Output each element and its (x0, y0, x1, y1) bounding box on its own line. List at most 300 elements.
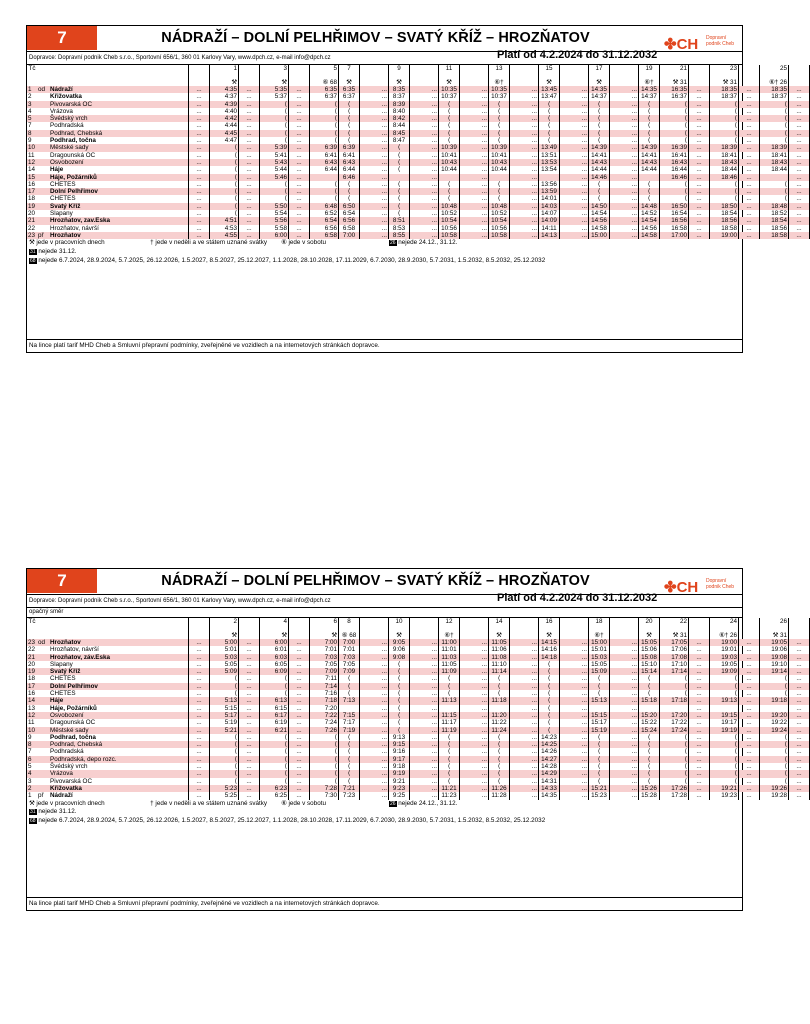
departure-time: ⟨ (310, 756, 339, 763)
trip-mark (610, 79, 639, 86)
departure-time: ... (460, 712, 489, 719)
stop-name: Osvobození (49, 159, 189, 166)
departure-time: ... (239, 668, 260, 675)
stop-zone: 4 (27, 770, 37, 777)
departure-time: ... (189, 195, 210, 202)
departure-time: 8:42 (389, 115, 410, 122)
departure-time: 19:21 (710, 785, 739, 792)
departure-time: 5:58 (260, 225, 289, 232)
departure-time: 5:44 (260, 166, 289, 173)
departure-time: ... (689, 188, 710, 195)
departure-time: 18:44 (710, 166, 739, 173)
departure-time: ... (689, 203, 710, 210)
departure-time (489, 705, 510, 712)
departure-time: ... (189, 639, 210, 646)
departure-time: 11:23 (439, 792, 460, 799)
departure-time: 19:17 (710, 719, 739, 726)
departure-time: ... (510, 770, 539, 777)
departure-time: ... (360, 661, 389, 668)
departure-time: 14:39 (589, 144, 610, 151)
table-row (27, 108, 810, 115)
departure-time: 7:21 (339, 785, 360, 792)
stop-dir (37, 705, 49, 712)
departure-time: ⟨ (760, 778, 789, 785)
departure-time: ... (510, 144, 539, 151)
departure-time: ... (460, 166, 489, 173)
departure-time: ... (789, 770, 810, 777)
departure-time: ... (460, 181, 489, 188)
departure-time: ... (739, 719, 760, 726)
departure-time: ⟨ (489, 778, 510, 785)
departure-time: ... (410, 115, 439, 122)
stop-dir (37, 225, 49, 232)
departure-time: 18:43 (710, 159, 739, 166)
departure-time: 19:22 (760, 719, 789, 726)
spacer (37, 625, 49, 632)
departure-time: ... (460, 763, 489, 770)
departure-time: ⟨ (210, 734, 239, 741)
stop-dir (37, 152, 49, 159)
departure-time: ⟨ (310, 770, 339, 777)
stop-name: Háje (49, 697, 189, 704)
trip-number (689, 65, 710, 72)
departure-time: ... (460, 639, 489, 646)
departure-time: ⟨ (339, 101, 360, 108)
departure-time: 6:54 (310, 217, 339, 224)
departure-time: 17:08 (660, 654, 689, 661)
departure-time: ... (510, 181, 539, 188)
departure-time: 10:43 (489, 159, 510, 166)
stop-zone: 23 (28, 231, 36, 239)
departure-time: 17:28 (660, 792, 689, 799)
departure-time: ... (689, 792, 710, 799)
departure-time: ... (360, 683, 389, 690)
departure-time: ... (289, 675, 310, 682)
departure-time: ⟨ (760, 122, 789, 129)
departure-time: ... (289, 646, 310, 653)
departure-time: ... (510, 159, 539, 166)
trip-mark: ⚒ 31 (710, 79, 739, 86)
departure-time: ... (560, 86, 589, 93)
departure-time: ⟨ (710, 130, 739, 137)
departure-time: 9:06 (389, 646, 410, 653)
departure-time: ... (289, 690, 310, 697)
departure-time: ⟨ (589, 122, 610, 129)
spacer (389, 72, 410, 79)
departure-time: ... (510, 195, 539, 202)
departure-time: ... (460, 668, 489, 675)
departure-time: 4:53 (210, 225, 239, 232)
departure-time: 14:58 (589, 225, 610, 232)
stop-zone: 22 (28, 224, 36, 232)
departure-time: 6:44 (339, 166, 360, 173)
departure-time: ... (789, 232, 810, 239)
departure-time: ... (610, 734, 639, 741)
stop-name: CHETES (49, 675, 189, 682)
table-row (27, 174, 810, 181)
departure-time: ⟨ (539, 137, 560, 144)
stop-zone: 18 (28, 675, 36, 683)
spacer (239, 625, 260, 632)
stop-dir (37, 101, 49, 108)
departure-time: 15:15 (589, 712, 610, 719)
departure-time: ⟨ (210, 203, 239, 210)
trip-mark (289, 632, 310, 639)
departure-time: ... (189, 748, 210, 755)
departure-time: ⟨ (760, 181, 789, 188)
departure-time: 11:21 (439, 785, 460, 792)
departure-time: 11:15 (439, 712, 460, 719)
departure-time: 19:09 (710, 668, 739, 675)
departure-time: 8:53 (389, 225, 410, 232)
departure-time: ⟨ (389, 661, 410, 668)
departure-time: ... (289, 152, 310, 159)
spacer (739, 625, 760, 632)
table-row (27, 705, 810, 712)
departure-time: ... (689, 661, 710, 668)
departure-time: 19:20 (760, 712, 789, 719)
departure-time: ... (689, 785, 710, 792)
departure-time: 5:54 (260, 210, 289, 217)
departure-time: ... (510, 203, 539, 210)
departure-time: ... (360, 86, 389, 93)
departure-time: ... (360, 719, 389, 726)
departure-time: ⟨ (589, 188, 610, 195)
badge-68: 68 (30, 818, 36, 825)
departure-time: ... (610, 697, 639, 704)
stop-name: Vrázova (49, 770, 189, 777)
departure-time: ... (510, 778, 539, 785)
departure-time: 10:37 (439, 93, 460, 100)
departure-time: ... (460, 232, 489, 239)
departure-time: ... (560, 748, 589, 755)
departure-time: ... (239, 770, 260, 777)
departure-time: ... (410, 188, 439, 195)
departure-time: ... (689, 712, 710, 719)
spacer (539, 72, 560, 79)
logo-subtitle: Dopravní podnik Cheb (706, 578, 735, 590)
departure-time: ⟨ (660, 683, 689, 690)
stop-dir (37, 734, 49, 741)
departure-time: ... (560, 232, 589, 239)
departure-time: ... (410, 93, 439, 100)
departure-time: 18:43 (760, 159, 789, 166)
departure-time: 6:25 (260, 792, 289, 799)
trip-number (410, 65, 439, 72)
departure-time: ⟨ (210, 683, 239, 690)
departure-time: ⟨ (489, 188, 510, 195)
departure-time: ... (289, 741, 310, 748)
departure-time: 6:56 (339, 217, 360, 224)
spacer (560, 625, 589, 632)
departure-time: ... (610, 188, 639, 195)
departure-time: ... (510, 130, 539, 137)
departure-time: 6:58 (310, 232, 339, 239)
stop-zone: 2 (27, 785, 37, 792)
departure-time: 13:59 (539, 188, 560, 195)
departure-time: ... (239, 217, 260, 224)
spacer (239, 72, 260, 79)
departure-time: 18:44 (760, 166, 789, 173)
departure-time: ... (610, 778, 639, 785)
departure-time: 10:48 (489, 203, 510, 210)
stop-dir (37, 690, 49, 697)
departure-time: ⟨ (660, 181, 689, 188)
departure-time: 14:09 (539, 217, 560, 224)
departure-time: ... (360, 763, 389, 770)
departure-time: ... (789, 727, 810, 734)
departure-time: 6:46 (339, 174, 360, 181)
departure-time: 6:21 (260, 727, 289, 734)
departure-time: ⟨ (660, 690, 689, 697)
departure-time: 14:35 (639, 86, 660, 93)
departure-time: ... (610, 792, 639, 799)
stop-zone: 5 (27, 115, 37, 122)
departure-time: 5:50 (260, 203, 289, 210)
trip-mark: ⚒ 31 (660, 632, 689, 639)
departure-time: 18:37 (710, 93, 739, 100)
departure-time: ... (789, 683, 810, 690)
departure-time: 15:06 (639, 646, 660, 653)
departure-time: 5:46 (260, 174, 289, 181)
departure-time: 14:43 (589, 159, 610, 166)
spacer-row (27, 625, 810, 632)
trip-mark (410, 632, 439, 639)
departure-time: 7:16 (310, 690, 339, 697)
trip-mark (510, 632, 539, 639)
departure-time: ⟨ (660, 195, 689, 202)
departure-time: ... (789, 734, 810, 741)
departure-time: ... (739, 203, 760, 210)
stop-zone: 23 (28, 639, 36, 646)
departure-time: ⟨ (660, 741, 689, 748)
departure-time: ⟨ (210, 763, 239, 770)
stop-zone: 22 (28, 646, 36, 654)
departure-time: 6:19 (260, 719, 289, 726)
departure-time (589, 705, 610, 712)
departure-time: ⟨ (210, 159, 239, 166)
trip-number (289, 65, 310, 72)
departure-time: ⟨ (589, 690, 610, 697)
departure-time: ... (689, 675, 710, 682)
table-row (27, 770, 810, 777)
departure-time: ... (410, 683, 439, 690)
departure-time: ⟨ (439, 690, 460, 697)
stop-name: Křižovatka (49, 93, 189, 100)
departure-time: ⟨ (439, 770, 460, 777)
route-title: NÁDRAŽÍ – DOLNÍ PELHŘIMOV – SVATÝ KŘÍŽ – HROZŇATOV (161, 30, 590, 46)
spacer (260, 72, 289, 79)
departure-time: ... (689, 122, 710, 129)
departure-time: ⟨ (710, 683, 739, 690)
departure-time: ... (510, 108, 539, 115)
trip-number (239, 618, 260, 625)
departure-time: ... (560, 741, 589, 748)
departure-time: ... (239, 734, 260, 741)
departure-time: ... (410, 217, 439, 224)
departure-time: 19:24 (760, 727, 789, 734)
departure-time: 18:56 (760, 225, 789, 232)
departure-time: ... (739, 217, 760, 224)
departure-time: ⟨ (760, 675, 789, 682)
departure-time: ⟨ (210, 166, 239, 173)
stop-dir (37, 661, 49, 668)
departure-time: ⟨ (439, 188, 460, 195)
departure-time: ⟨ (339, 748, 360, 755)
departure-time: 10:39 (439, 144, 460, 151)
trip-mark (410, 79, 439, 86)
departure-time: ... (289, 174, 310, 181)
trip-number: 15 (539, 65, 560, 72)
departure-time: 14:37 (589, 93, 610, 100)
departure-time: ... (510, 654, 539, 661)
departure-time: ... (239, 86, 260, 93)
departure-time: 11:01 (439, 646, 460, 653)
stop-dir (37, 174, 49, 181)
departure-time (439, 705, 460, 712)
trip-marks-row (27, 632, 810, 639)
stop-zone: 10 (28, 726, 36, 734)
departure-time: 16:35 (660, 86, 689, 93)
trip-number: 23 (710, 65, 739, 72)
trip-mark (689, 632, 710, 639)
trip-number: 8 (339, 618, 360, 625)
departure-time: ⟨ (389, 690, 410, 697)
trip-mark: ⚒ (539, 632, 560, 639)
departure-time: ... (360, 697, 389, 704)
departure-time: 6:48 (310, 203, 339, 210)
stop-name: Svatý Kříž (49, 203, 189, 210)
departure-time: ⟨ (489, 108, 510, 115)
departure-time: ... (739, 741, 760, 748)
departure-time: ... (510, 152, 539, 159)
departure-time: ... (510, 115, 539, 122)
notes (27, 239, 742, 265)
stop-zone: 4 (28, 107, 32, 115)
trip-number (410, 618, 439, 625)
departure-time: ... (560, 144, 589, 151)
departure-time: ... (289, 770, 310, 777)
departure-time: ⟨ (439, 122, 460, 129)
departure-time: 10:41 (489, 152, 510, 159)
stop-zone: 10 (28, 144, 36, 152)
departure-time: ⟨ (489, 181, 510, 188)
departure-time: ... (189, 697, 210, 704)
departure-time: ⟨ (210, 778, 239, 785)
departure-time: ... (510, 683, 539, 690)
departure-time: ⟨ (439, 675, 460, 682)
note-line (29, 817, 742, 826)
departure-time: 6:52 (310, 210, 339, 217)
departure-time: ... (189, 661, 210, 668)
departure-time: ... (189, 115, 210, 122)
stop-name: Háje, Požárníků (49, 705, 189, 712)
departure-time: 17:00 (660, 232, 689, 239)
departure-time: 17:24 (660, 727, 689, 734)
departure-time: ... (560, 174, 589, 181)
departure-time: 9:23 (389, 785, 410, 792)
departure-time: ... (739, 646, 760, 653)
table-row (27, 210, 810, 217)
departure-time: ... (739, 130, 760, 137)
departure-time: ... (189, 101, 210, 108)
departure-time: ⟨ (589, 181, 610, 188)
departure-time: ⟨ (310, 778, 339, 785)
departure-time: ... (560, 756, 589, 763)
departure-time: ⟨ (760, 101, 789, 108)
departure-time: ... (689, 763, 710, 770)
spacer (37, 72, 49, 79)
departure-time: 7:14 (310, 683, 339, 690)
departure-time: ... (510, 646, 539, 653)
departure-time: 4:35 (210, 86, 239, 93)
departure-time: ⟨ (539, 690, 560, 697)
departure-time: ⟨ (639, 734, 660, 741)
departure-time: ⟨ (439, 778, 460, 785)
table-row (27, 93, 810, 100)
departure-time: 18:37 (760, 93, 789, 100)
trip-mark (239, 79, 260, 86)
trip-number (360, 618, 389, 625)
departure-time: 18:39 (760, 144, 789, 151)
departure-time: 13:51 (539, 152, 560, 159)
departure-time: ⟨ (660, 756, 689, 763)
spacer (410, 625, 439, 632)
departure-time: ⟨ (339, 108, 360, 115)
departure-time: ... (789, 697, 810, 704)
departure-time: 11:26 (489, 785, 510, 792)
departure-time: 14:43 (639, 159, 660, 166)
departure-time: ... (739, 86, 760, 93)
departure-time: ... (510, 122, 539, 129)
departure-time: ... (289, 225, 310, 232)
stop-dir (37, 719, 49, 726)
stop-dir (37, 748, 49, 755)
departure-time: ... (510, 705, 539, 712)
departure-time: ... (789, 188, 810, 195)
departure-time: ⟨ (539, 719, 560, 726)
departure-time: ... (689, 727, 710, 734)
spacer (49, 625, 189, 632)
departure-time: ... (610, 646, 639, 653)
departure-time: ⟨ (260, 778, 289, 785)
departure-time: ... (410, 661, 439, 668)
departure-time: ... (460, 115, 489, 122)
departure-time: ⟨ (260, 675, 289, 682)
departure-time: 11:24 (489, 727, 510, 734)
departure-time: ⟨ (389, 683, 410, 690)
departure-time: ... (689, 741, 710, 748)
stop-name: Městské sady (49, 144, 189, 151)
departure-time: ⟨ (260, 188, 289, 195)
departure-time: ... (460, 770, 489, 777)
departure-time: ... (610, 210, 639, 217)
trip-mark: ⚒ (210, 79, 239, 86)
note-31: nejede 31.12. (38, 248, 77, 256)
departure-time: ⟨ (639, 130, 660, 137)
departure-time: ... (189, 654, 210, 661)
departure-time: ⟨ (339, 675, 360, 682)
departure-time: 19:00 (710, 639, 739, 646)
departure-time: 7:01 (339, 646, 360, 653)
departure-time: ⟨ (489, 115, 510, 122)
departure-time: ... (689, 137, 710, 144)
departure-time: ... (739, 122, 760, 129)
departure-time: 10:44 (439, 166, 460, 173)
departure-time: ... (789, 115, 810, 122)
trip-mark (689, 79, 710, 86)
stop-zone: 12 (28, 711, 36, 719)
